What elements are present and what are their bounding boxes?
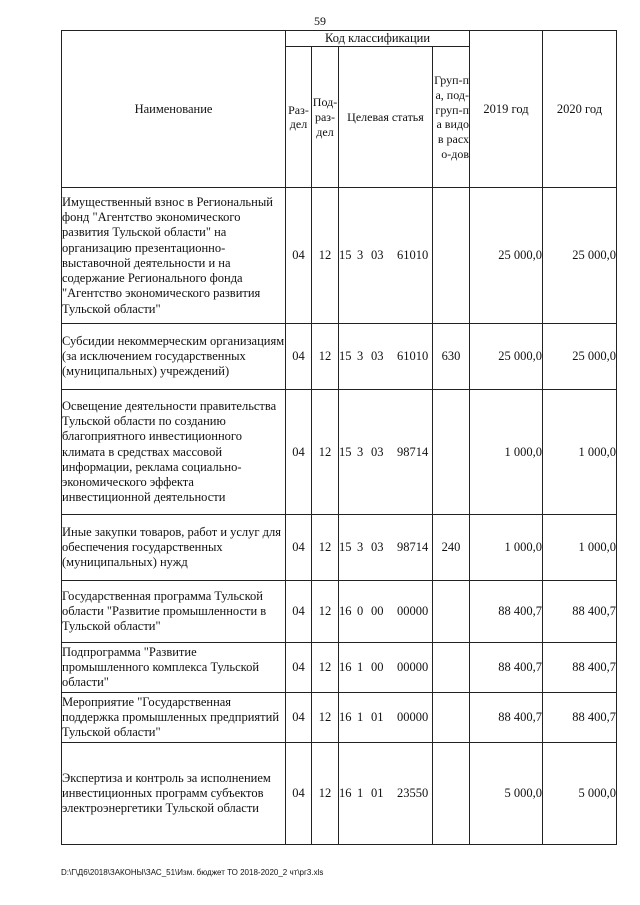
row-amount-2019: 88 400,7 <box>470 643 543 693</box>
row-name: Подпрограмма "Развитие промышленного комплекса Тульской области" <box>62 643 286 693</box>
row-expense-group: 630 <box>433 324 470 390</box>
row-amount-2020: 1 000,0 <box>543 390 617 515</box>
table-row <box>62 324 617 390</box>
row-name: Мероприятие "Государственная поддержка промышленных предприятий Тульской области" <box>62 693 286 743</box>
row-name: Государственная программа Тульской области "Развитие промышленности в Тульской области" <box>62 581 286 643</box>
target-article-part: 1 <box>357 660 364 675</box>
row-subsection: 12 <box>312 390 339 515</box>
row-section: 04 <box>286 643 312 693</box>
row-subsection: 12 <box>312 581 339 643</box>
row-subsection: 12 <box>312 515 339 581</box>
target-article-part: 0 <box>357 604 364 619</box>
row-expense-group <box>433 188 470 324</box>
row-expense-group <box>433 643 470 693</box>
row-amount-2020: 88 400,7 <box>543 581 617 643</box>
target-article-part: 01 <box>371 710 384 725</box>
target-article-part: 16 <box>339 660 352 675</box>
target-article-part: 98714 <box>397 444 429 459</box>
header-section: Раз-дел <box>286 47 312 188</box>
row-section: 04 <box>286 188 312 324</box>
row-expense-group <box>433 581 470 643</box>
row-target-article <box>339 390 433 515</box>
target-article-part: 00000 <box>397 710 429 725</box>
row-amount-2019: 88 400,7 <box>470 581 543 643</box>
row-section: 04 <box>286 324 312 390</box>
row-subsection: 12 <box>312 743 339 845</box>
row-target-article <box>339 324 433 390</box>
row-amount-2020: 88 400,7 <box>543 693 617 743</box>
row-target-article <box>339 743 433 845</box>
budget-table <box>61 30 617 845</box>
row-expense-group <box>433 693 470 743</box>
target-article-part: 16 <box>339 604 352 619</box>
row-target-article <box>339 188 433 324</box>
row-target-article <box>339 693 433 743</box>
target-article-part: 3 <box>357 349 364 364</box>
target-article-part: 03 <box>371 248 384 263</box>
row-amount-2020: 88 400,7 <box>543 643 617 693</box>
header-expense-group: Груп-па, под-груп-па видов расхо-дов <box>433 47 470 188</box>
table-row <box>62 693 617 743</box>
target-article-part: 61010 <box>397 349 429 364</box>
table-row <box>62 743 617 845</box>
row-section: 04 <box>286 743 312 845</box>
table-row <box>62 643 617 693</box>
row-amount-2020: 25 000,0 <box>543 188 617 324</box>
target-article-part: 98714 <box>397 540 429 555</box>
header-target-article: Целевая статья <box>339 47 433 188</box>
page-number: 59 <box>314 14 326 28</box>
target-article-part: 16 <box>339 710 352 725</box>
header-year-2020: 2020 год <box>543 31 617 188</box>
target-article-part: 3 <box>357 248 364 263</box>
row-amount-2019: 25 000,0 <box>470 324 543 390</box>
row-section: 04 <box>286 390 312 515</box>
table-row <box>62 515 617 581</box>
target-article-part: 15 <box>339 248 352 263</box>
target-article-part: 61010 <box>397 248 429 263</box>
target-article-part: 00000 <box>397 660 429 675</box>
row-expense-group: 240 <box>433 515 470 581</box>
footer-file-path: D:\Г\Д6\2018\ЗАКОНЫ\ЗАС_51\Изм. бюджет ТО 2018-2020_2 чт\рг3.xls <box>61 868 324 877</box>
row-target-article <box>339 515 433 581</box>
row-subsection: 12 <box>312 324 339 390</box>
target-article-part: 15 <box>339 540 352 555</box>
table-row <box>62 581 617 643</box>
row-name: Иные закупки товаров, работ и услуг для обеспечения государственных (муниципальных) нужд <box>62 515 286 581</box>
target-article-part: 00000 <box>397 604 429 619</box>
row-section: 04 <box>286 515 312 581</box>
row-section: 04 <box>286 581 312 643</box>
target-article-part: 00 <box>371 660 384 675</box>
table-row <box>62 390 617 515</box>
row-subsection: 12 <box>312 643 339 693</box>
row-name: Имущественный взнос в Региональный фонд "Агентство экономического развития Тульской области" на организацию презентационно-выставочной деятельности и на содержание Регионального фонда "Агентство экономического развития Тульской области" <box>62 188 286 324</box>
row-name: Экспертиза и контроль за исполнением инвестиционных программ субъектов электроэнергетики Тульской области <box>62 743 286 845</box>
row-amount-2020: 25 000,0 <box>543 324 617 390</box>
target-article-part: 15 <box>339 349 352 364</box>
row-amount-2019: 1 000,0 <box>470 515 543 581</box>
row-amount-2019: 1 000,0 <box>470 390 543 515</box>
row-amount-2020: 5 000,0 <box>543 743 617 845</box>
row-section: 04 <box>286 693 312 743</box>
target-article-part: 03 <box>371 349 384 364</box>
row-expense-group <box>433 743 470 845</box>
target-article-part: 23550 <box>397 786 429 801</box>
target-article-part: 1 <box>357 786 364 801</box>
header-year-2019: 2019 год <box>470 31 543 188</box>
row-amount-2019: 88 400,7 <box>470 693 543 743</box>
row-amount-2019: 5 000,0 <box>470 743 543 845</box>
row-expense-group <box>433 390 470 515</box>
row-target-article <box>339 643 433 693</box>
header-name: Наименование <box>62 31 286 188</box>
row-subsection: 12 <box>312 693 339 743</box>
row-amount-2020: 1 000,0 <box>543 515 617 581</box>
target-article-part: 15 <box>339 444 352 459</box>
target-article-part: 3 <box>357 444 364 459</box>
row-name: Субсидии некоммерческим организациям (за исключением государственных (муниципальных) учреждений) <box>62 324 286 390</box>
target-article-part: 00 <box>371 604 384 619</box>
header-classification-code: Код классификации <box>286 31 470 47</box>
row-subsection: 12 <box>312 188 339 324</box>
target-article-part: 3 <box>357 540 364 555</box>
row-amount-2019: 25 000,0 <box>470 188 543 324</box>
target-article-part: 03 <box>371 540 384 555</box>
header-subsection: Под-раз-дел <box>312 47 339 188</box>
target-article-part: 1 <box>357 710 364 725</box>
target-article-part: 01 <box>371 786 384 801</box>
target-article-part: 16 <box>339 786 352 801</box>
table-row <box>62 188 617 324</box>
row-target-article <box>339 581 433 643</box>
row-name: Освещение деятельности правительства Тульской области по созданию благоприятного инвестиционного климата в средствах массовой информации, реклама социально-экономического эффекта инвестиционной деятельности <box>62 390 286 515</box>
target-article-part: 03 <box>371 444 384 459</box>
